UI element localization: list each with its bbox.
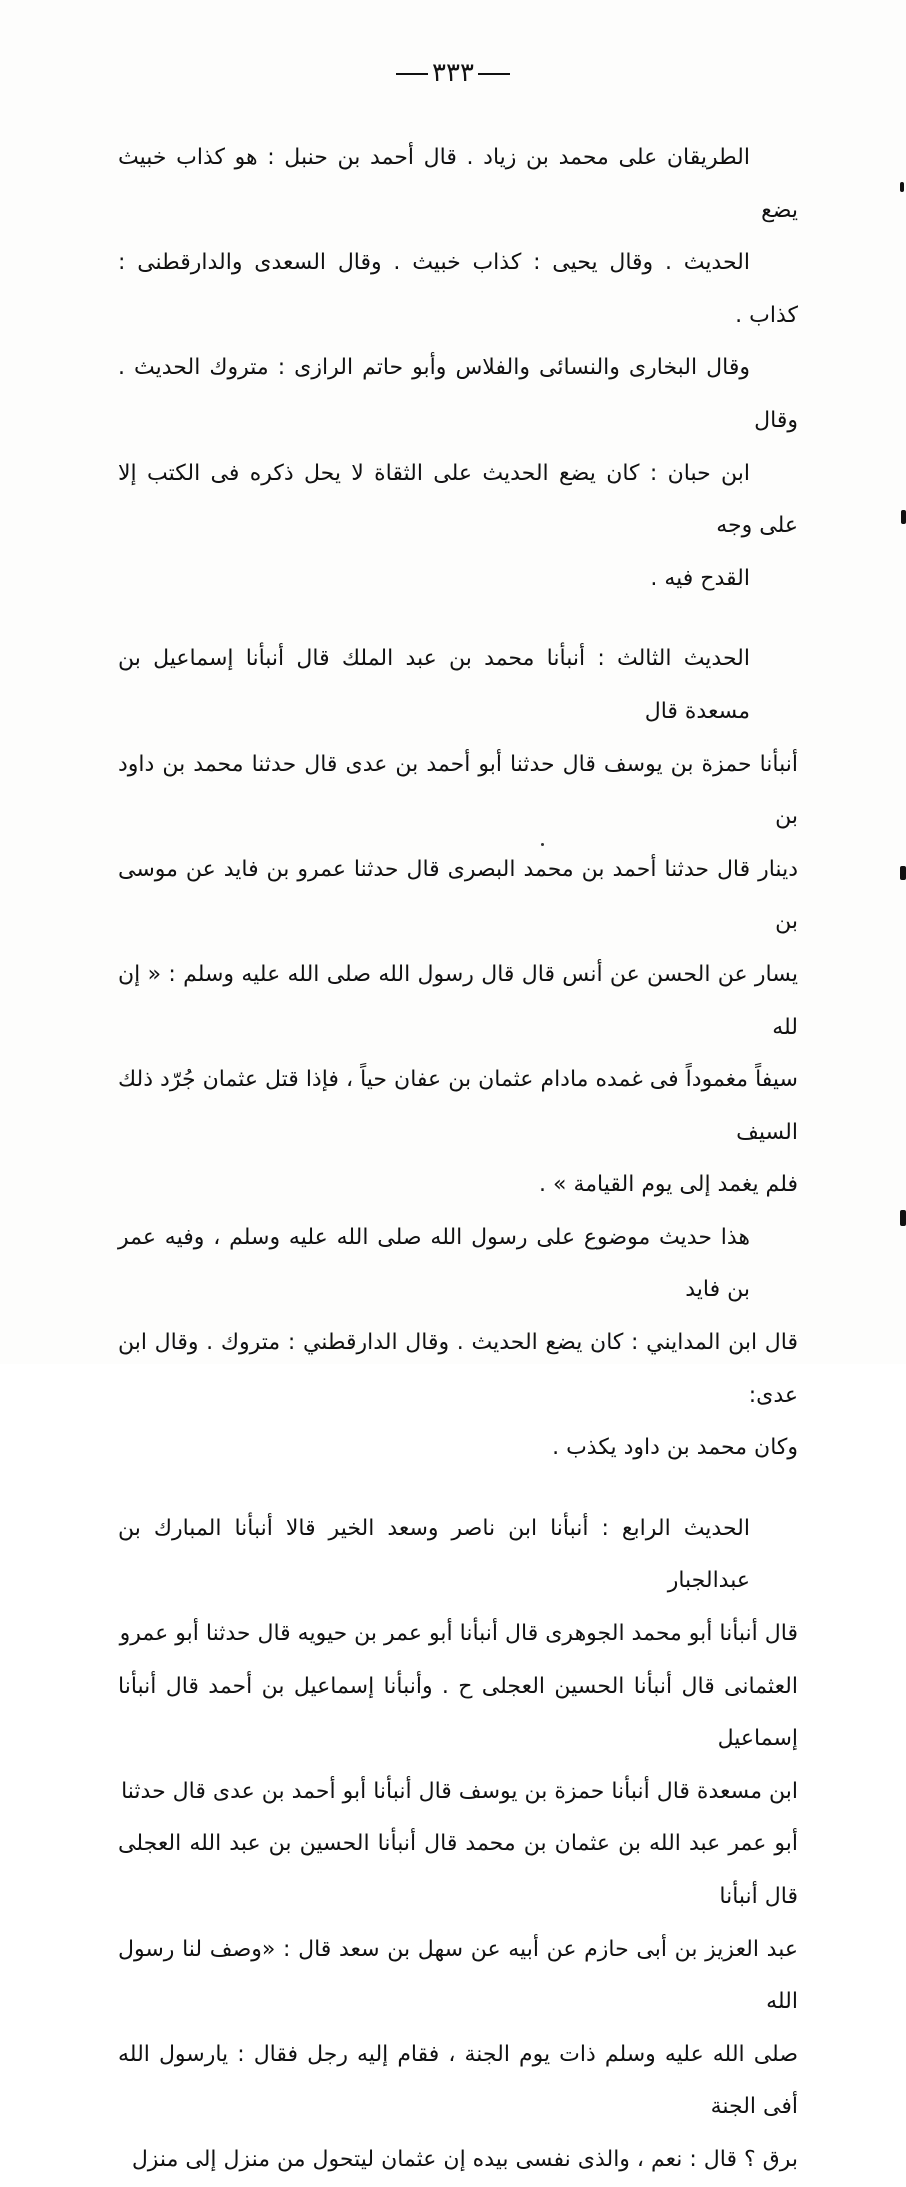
text-line: فلم يغمد إلى يوم القيامة » . xyxy=(539,1172,798,1198)
paragraph xyxy=(118,132,798,605)
text-line: وكان محمد بن داود يكذب . xyxy=(552,1435,798,1461)
text-line: القدح فيه . xyxy=(650,565,750,591)
text-line: العثمانى قال أنبأنا الحسين العجلى ح . وأنبأنا إسماعيل بن أحمد قال أنبأنا إسماعيل xyxy=(118,1673,798,1752)
scan-mark xyxy=(901,510,906,524)
text-line: الحديث الرابع : أنبأنا ابن ناصر وسعد الخير قالا أنبأنا المبارك بن عبدالجبار xyxy=(118,1515,750,1594)
text-line: صلى الله عليه وسلم ذات يوم الجنة ، فقام إليه رجل فقال : يارسول الله أفى الجنة xyxy=(118,2041,798,2120)
text-line: يسار عن الحسن عن أنس قال قال رسول الله صلى الله عليه وسلم : « إن لله xyxy=(118,961,798,1040)
text-line: أنبأنا حمزة بن يوسف قال حدثنا أبو أحمد بن عدى قال حدثنا محمد بن داود بن xyxy=(118,751,798,830)
page-number xyxy=(0,58,906,88)
text-line: الحديث الثالث : أنبأنا محمد بن عبد الملك قال أنبأنا إسماعيل بن مسعدة قال xyxy=(118,646,750,724)
scan-mark xyxy=(900,182,904,192)
text-line: وقال البخارى والنسائى والفلاس وأبو حاتم الرازى : متروك الحديث . وقال xyxy=(118,355,798,433)
text-line: برق ؟ قال : نعم ، والذى نفسى بيده إن عثمان ليتحول من منزل إلى منزل xyxy=(131,2146,798,2172)
text-line: سيفاً مغموداً فى غمده مادام عثمان بن عفان حياً ، فإذا قتل عثمان جُرّد ذلك السيف xyxy=(118,1067,798,1145)
page-number-dash-left xyxy=(396,73,428,75)
text-line: الطريقان على محمد بن زياد . قال أحمد بن حنبل : هو كذاب خبيث يضع xyxy=(118,145,798,223)
paragraph xyxy=(118,1503,798,2187)
text-line: عبد العزيز بن أبى حازم عن أبيه عن سهل بن سعد قال : «وصف لنا رسول الله xyxy=(118,1936,798,2015)
text-line: ابن حبان : كان يضع الحديث على الثقاة لا يحل ذكره فى الكتب إلا على وجه xyxy=(118,460,798,539)
text-line: قال أنبأنا أبو محمد الجوهرى قال أنبأنا أبو عمر بن حيويه قال حدثنا أبو عمرو xyxy=(119,1621,798,1647)
text-line: أبو عمر عبد الله بن عثمان بن محمد قال أنبأنا الحسين بن عبد الله العجلى قال أنبأنا xyxy=(118,1831,798,1909)
paragraph xyxy=(118,633,798,1212)
scan-mark xyxy=(900,866,906,880)
paragraph xyxy=(118,1212,798,1475)
text-line: قال ابن المدايني : كان يضع الحديث . وقال الدارقطني : متروك . وقال ابن عدى: xyxy=(118,1330,798,1408)
page-number-dash-right xyxy=(478,73,510,75)
text-line: دينار قال حدثنا أحمد بن محمد البصرى قال حدثنا عمرو بن فايد عن موسى بن xyxy=(118,856,798,935)
page-number-text: ٣٣٣ xyxy=(432,58,474,88)
scan-mark xyxy=(900,1210,906,1226)
body-text xyxy=(118,132,798,2187)
scan-speck xyxy=(541,843,544,846)
text-line: الحديث . وقال يحيى : كذاب خبيث . وقال السعدى والدارقطنى : كذاب . xyxy=(118,250,798,328)
text-line: هذا حديث موضوع على رسول الله صلى الله عليه وسلم ، وفيه عمر بن فايد xyxy=(118,1224,750,1303)
text-line: ابن مسعدة قال أنبأنا حمزة بن يوسف قال أنبأنا أبو أحمد بن عدى قال حدثنا xyxy=(121,1778,798,1804)
